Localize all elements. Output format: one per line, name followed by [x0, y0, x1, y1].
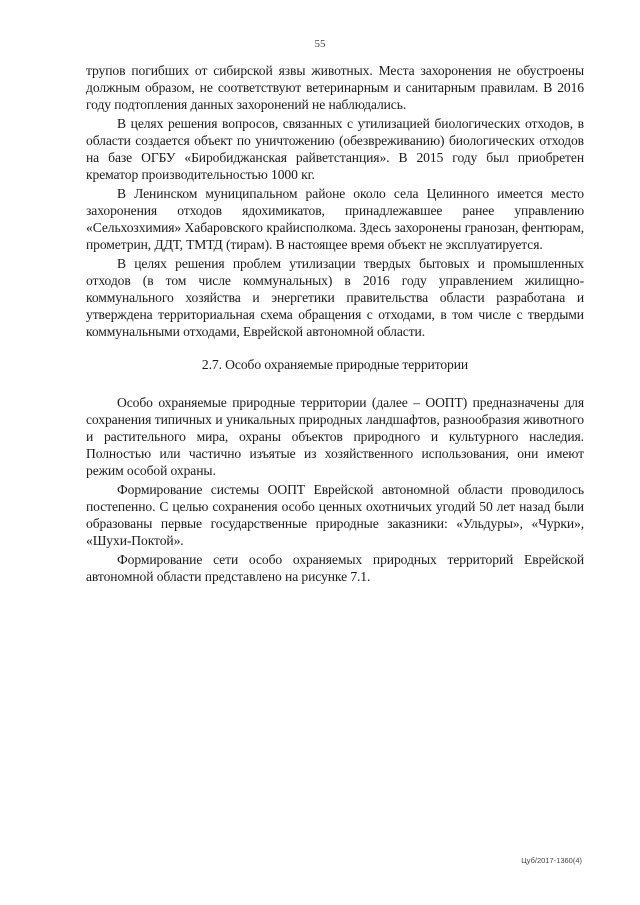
page-number: 55 [314, 38, 326, 50]
paragraph-oopt-definition: Особо охраняемые природные территории (далее – ООПТ) предназначены для сохранения типичных и уникальных природных ландшафтов, разнообразия животного и растительного мира, охраны объектов природного и культурного наследия. Полностью или частично изъятые из хозяйственного использования, они имеют режим особой охраны. [86, 395, 584, 478]
section-heading: 2.7. Особо охраняемые природные территории [201, 357, 469, 372]
paragraph-oopt-formation: Формирование системы ООПТ Еврейской автономной области проводилось постепенно. С целью сохранения особо ценных охотничьих угодий 50 лет назад были образованы первые государственные природные заказники: «Ульдуры», «Чурки», «Шухи-Поктой». [86, 482, 584, 548]
document-code: Цуб/2017-1360(4) [521, 856, 582, 865]
paragraph-bio-waste: В целях решения вопросов, связанных с утилизацией биологических отходов, в области создается объект по уничтожению (обезвреживанию) биологических отходов на базе ОГБУ «Биробиджанская райветстанция». В 2015 году был приобретен крематор производительностью 1000 кг. [86, 116, 584, 182]
document-body [86, 62, 584, 587]
paragraph-solid-waste: В целях решения проблем утилизации твердых бытовых и промышленных отходов (в том числе коммунальных) в 2016 году управлением жилищно-коммунального хозяйства и энергетики правительства области разработана и утверждена территориальная схема обращения с отходами, в том числе с твердыми коммунальными отходами, Еврейской автономной области. [86, 256, 584, 339]
paragraph-pesticide-burial: В Ленинском муниципальном районе около села Целинного имеется место захоронения отходов ядохимикатов, принадлежавшее ранее управлению «Сельхозхимия» Хабаровского крайисполкома. Здесь захоронены гранозан, фентюрам, прометрин, ДДТ, ТМТД (тирам). В настоящее время объект не эксплуатируется. [86, 186, 584, 252]
paragraph-figure-reference: Формирование сети особо охраняемых природных территорий Еврейской автономной области представлено на рисунке 7.1. [86, 552, 584, 584]
paragraph-sibir-yazva: трупов погибших от сибирской язвы животных. Места захоронения не обустроены должным образом, не соответствуют ветеринарным и санитарным правилам. В 2016 году подтопления данных захоронений не наблюдались. [86, 63, 584, 112]
